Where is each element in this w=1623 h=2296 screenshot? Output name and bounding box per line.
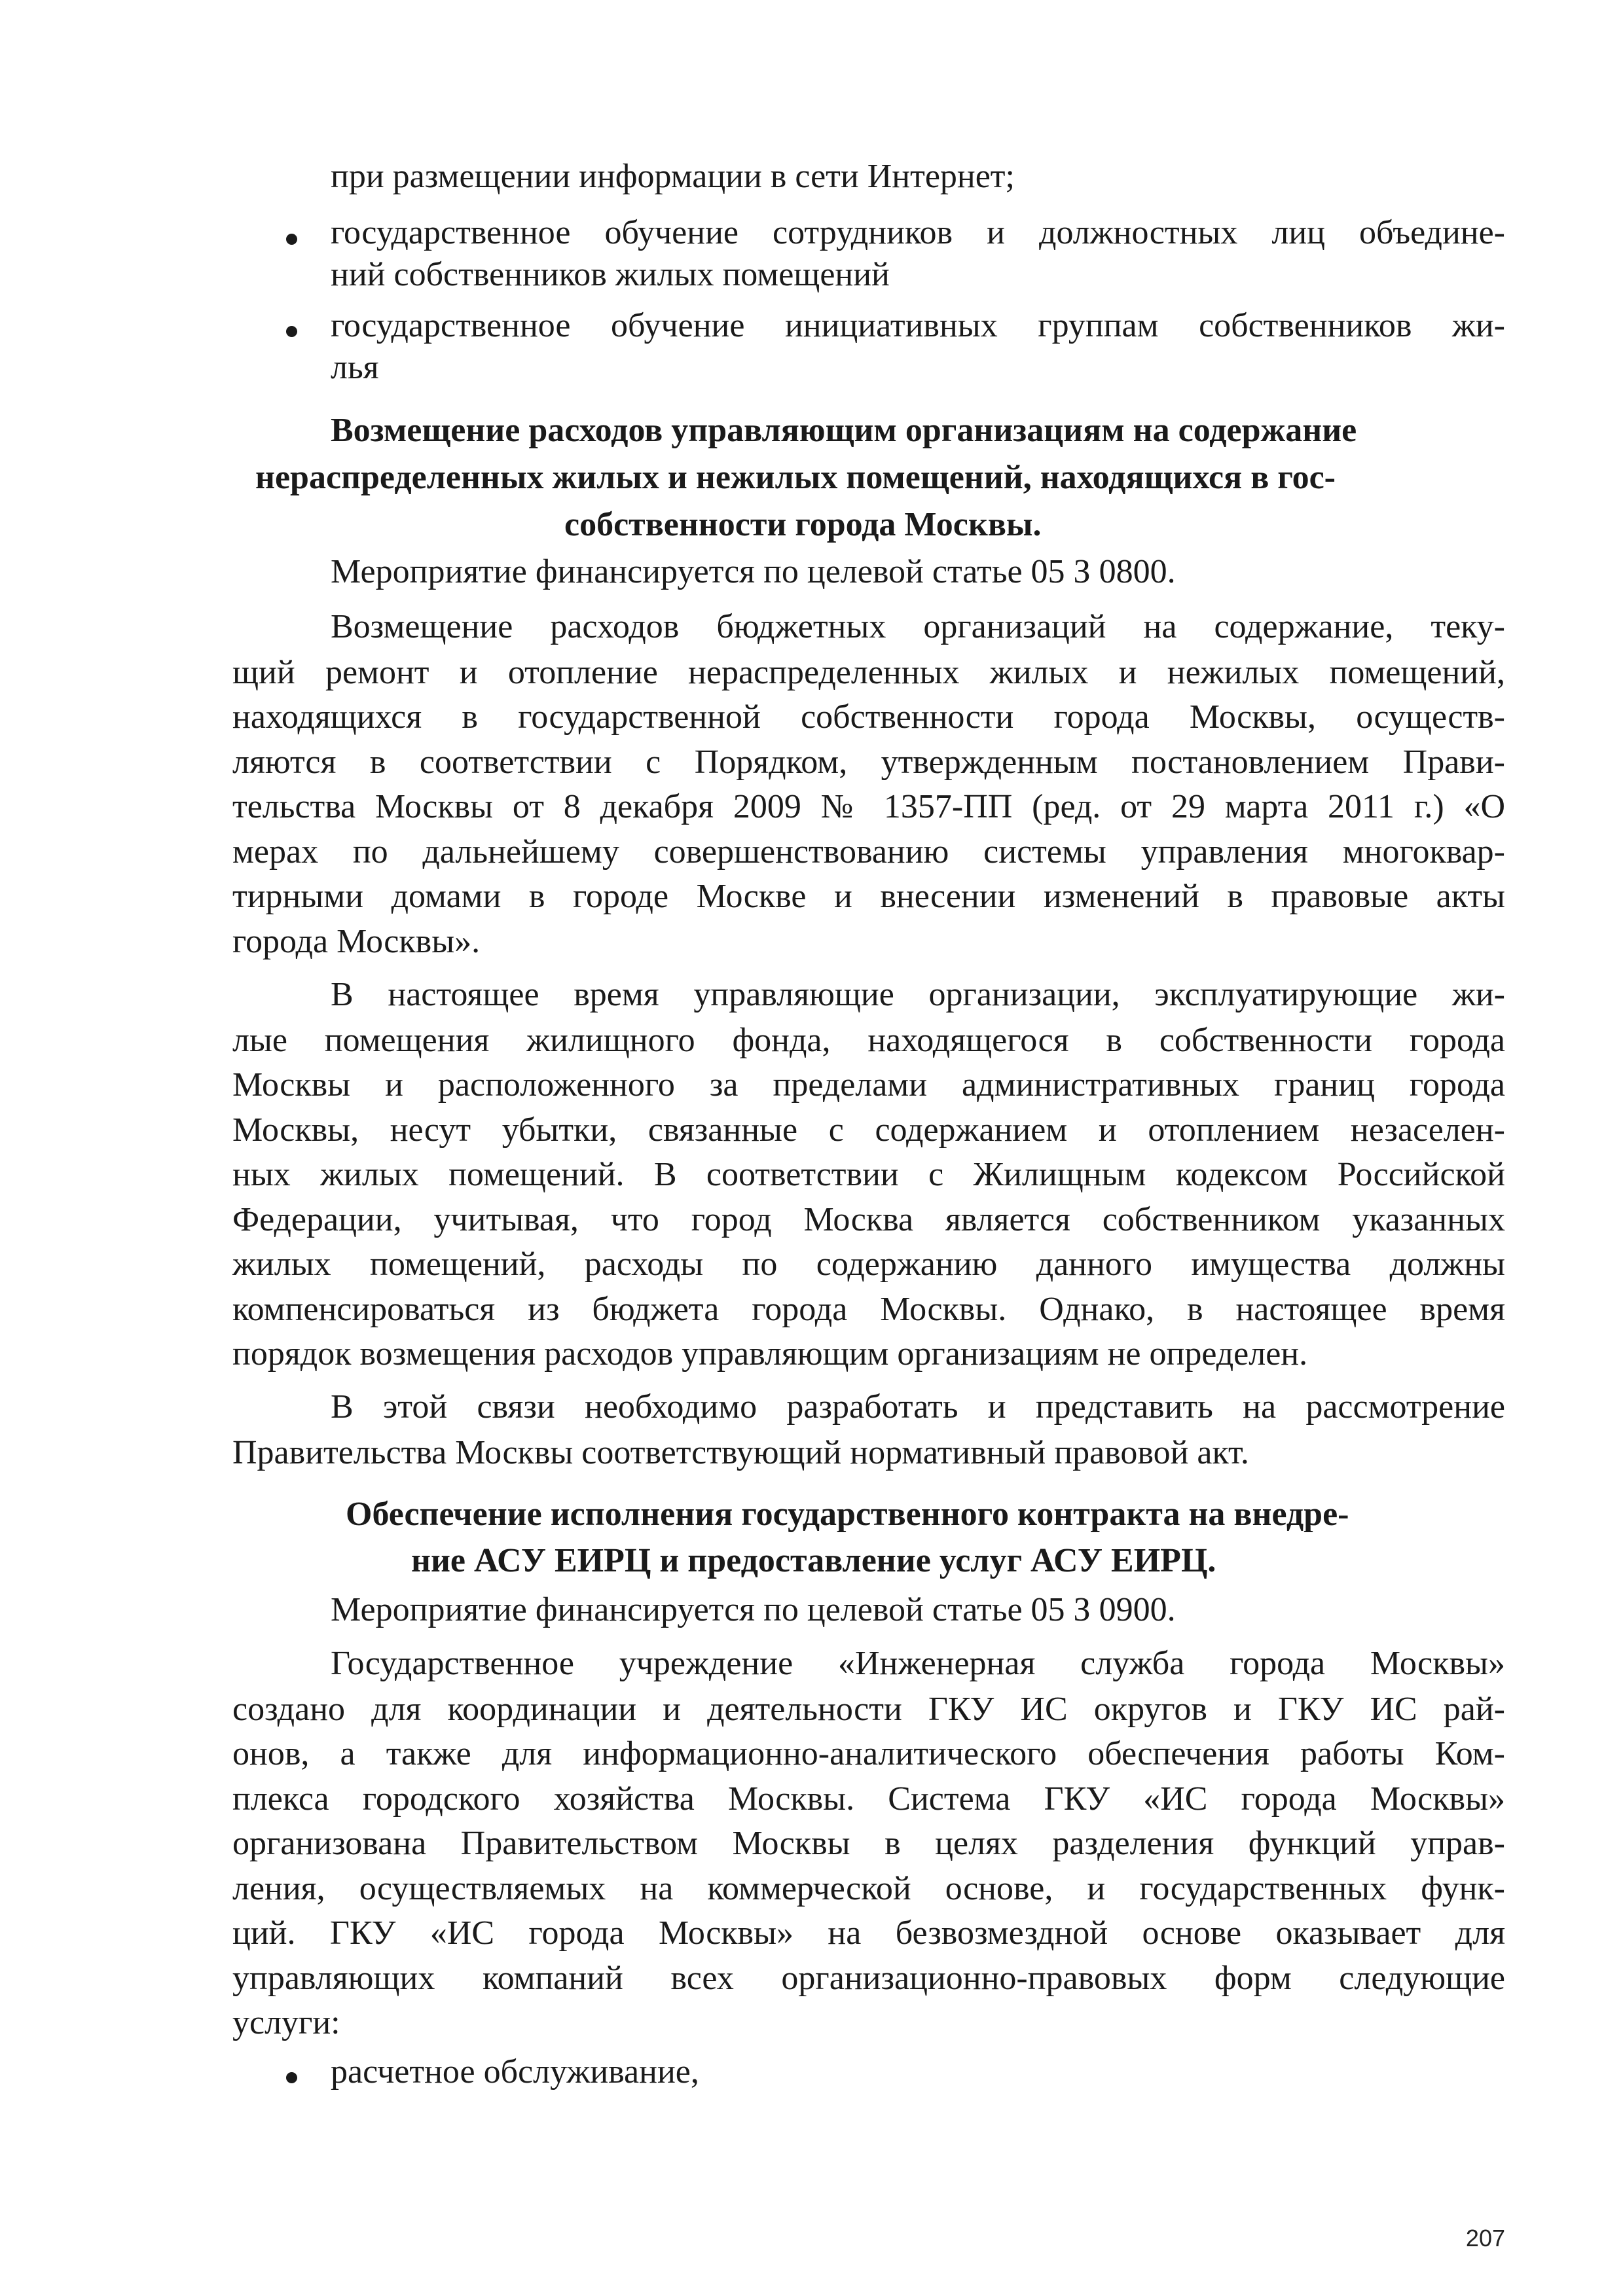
paragraph-line: организована Правительством Москвы в целях разделения функций управ- [232, 1825, 1505, 1862]
page-number: 207 [1465, 2225, 1505, 2251]
paragraph-line: щий ремонт и отопление нераспределенных жилых и нежилых помещений, [232, 654, 1505, 691]
paragraph-line: управляющих компаний всех организационно-правовых форм следующие [232, 1960, 1505, 1997]
paragraph-line: Правительства Москвы соответствующий нормативный правовой акт. [232, 1434, 1249, 1471]
paragraph-line: жилых помещений, расходы по содержанию данного имущества должны [232, 1246, 1505, 1283]
paragraph-line: Москвы и расположенного за пределами административных границ города [232, 1066, 1505, 1103]
paragraph-line: ляются в соответствии с Порядком, утвержденным постановлением Прави- [232, 744, 1505, 781]
bullet-item-line: государственное обучение инициативных группам собственников жи- [331, 307, 1505, 344]
section-heading-line: собственности города Москвы. [564, 506, 1042, 543]
section-heading-line: нераспределенных жилых и нежилых помещений, находящихся в гос- [255, 459, 1336, 496]
section-heading-line: ние АСУ ЕИРЦ и предоставление услуг АСУ ЕИРЦ. [411, 1542, 1216, 1579]
paragraph-line: порядок возмещения расходов управляющим организациям не определен. [232, 1335, 1308, 1372]
paragraph-line: В этой связи необходимо разработать и представить на рассмотрение [331, 1388, 1505, 1426]
paragraph-line: ных жилых помещений. В соответствии с Жилищным кодексом Российской [232, 1156, 1505, 1193]
paragraph-line: мерах по дальнейшему совершенствованию системы управления многоквар- [232, 833, 1505, 870]
bullet-item-line: государственное обучение сотрудников и должностных лиц объедине- [331, 214, 1505, 251]
paragraph-line: компенсироваться из бюджета города Москвы. Однако, в настоящее время [232, 1291, 1505, 1328]
funding-line: Мероприятие финансируется по целевой статье 05 З 0800. [331, 553, 1176, 590]
paragraph-line: тирными домами в городе Москве и внесении изменений в правовые акты [232, 878, 1505, 915]
bullet-icon [286, 326, 297, 337]
paragraph-line: тельства Москвы от 8 декабря 2009 № 1357-ПП (ред. от 29 марта 2011 г.) «О [232, 788, 1505, 825]
paragraph-line: Федерации, учитывая, что город Москва является собственником указанных [232, 1201, 1505, 1238]
paragraph-line: города Москвы». [232, 923, 481, 960]
bullet-item-line: лья [331, 349, 379, 386]
paragraph-line: ления, осуществляемых на коммерческой основе, и государственных функ- [232, 1870, 1505, 1907]
bullet-item-line: ний собственников жилых помещений [331, 256, 890, 293]
paragraph-line: Государственное учреждение «Инженерная служба города Москвы» [331, 1645, 1505, 1682]
section-heading-line: Возмещение расходов управляющим организациям на содержание [331, 412, 1357, 449]
section-heading-line: Обеспечение исполнения государственного контракта на внедре- [346, 1496, 1349, 1533]
paragraph-line: В настоящее время управляющие организации, эксплуатирующие жи- [331, 976, 1505, 1013]
paragraph-line: Москвы, несут убытки, связанные с содержанием и отоплением незаселен- [232, 1111, 1505, 1149]
bullet-item-line: расчетное обслуживание, [331, 2053, 699, 2090]
paragraph-line: Возмещение расходов бюджетных организаций на содержание, теку- [331, 608, 1505, 645]
paragraph-line: ций. ГКУ «ИС города Москвы» на безвозмездной основе оказывает для [232, 1914, 1505, 1952]
paragraph-line: создано для координации и деятельности ГКУ ИС округов и ГКУ ИС рай- [232, 1691, 1505, 1728]
funding-line: Мероприятие финансируется по целевой статье 05 З 0900. [331, 1591, 1176, 1628]
paragraph-line: находящихся в государственной собственности города Москвы, осуществ- [232, 698, 1505, 736]
bullet-icon [286, 234, 297, 245]
continuation-line: при размещении информации в сети Интернет; [331, 158, 1015, 195]
paragraph-line: лые помещения жилищного фонда, находящегося в собственности города [232, 1022, 1505, 1059]
paragraph-line: услуги: [232, 2004, 340, 2041]
paragraph-line: плекса городского хозяйства Москвы. Система ГКУ «ИС города Москвы» [232, 1780, 1505, 1818]
paragraph-line: онов, а также для информационно-аналитического обеспечения работы Ком- [232, 1735, 1505, 1772]
bullet-icon [286, 2072, 297, 2083]
